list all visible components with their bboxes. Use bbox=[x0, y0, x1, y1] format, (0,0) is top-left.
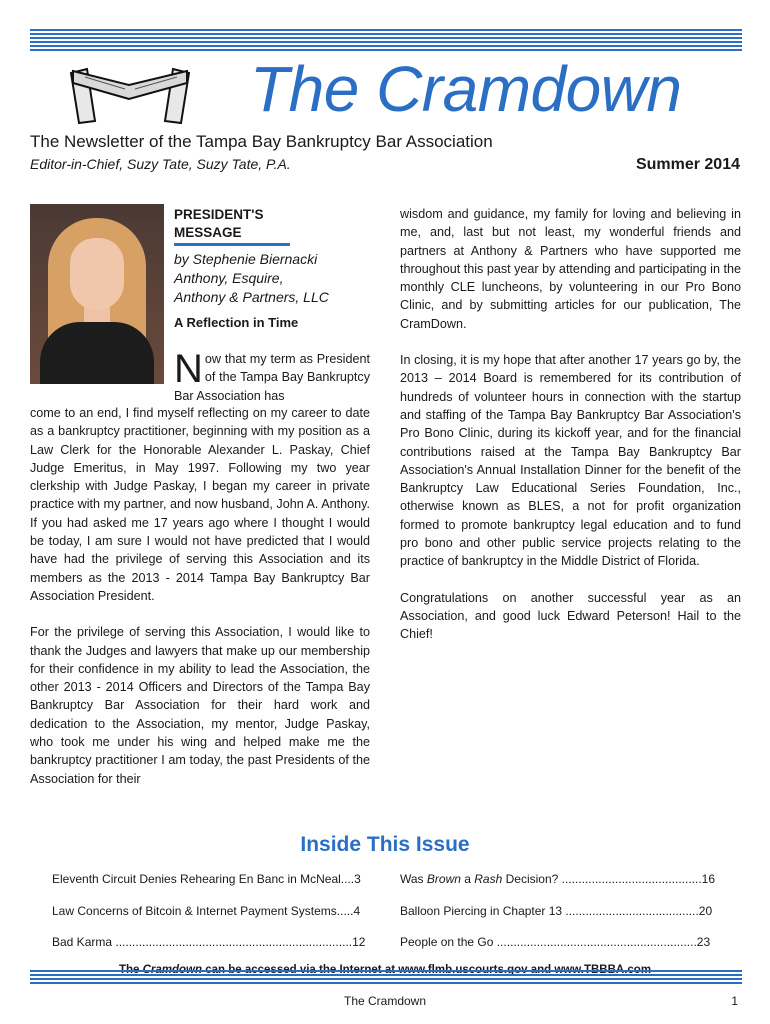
article-subheading: A Reflection in Time bbox=[174, 315, 299, 330]
article-intro: Now that my term as President of the Tampa Bay Bankruptcy Bar Association has bbox=[174, 347, 370, 403]
toc-item[interactable]: Was Brown a Rash Decision? ..........................................16 bbox=[400, 872, 716, 886]
article-paragraph: Congratulations on another successful year as an Association, and good luck Edward Peterson! Hail to the Chief! bbox=[400, 590, 741, 642]
toc-item[interactable]: Law Concerns of Bitcoin & Internet Payment Systems.....4 bbox=[52, 904, 361, 918]
newsletter-subtitle: The Newsletter of the Tampa Bay Bankruptcy Bar Association bbox=[30, 132, 493, 151]
article-paragraph: For the privilege of serving this Association, I would like to thank the Judges and lawyers that make up our membership for their confidence in my ability to lead the Association, the other 2013 - 2014 Officers and Directors of the Tampa Bay Bankruptcy Bar Association for their hard work and dedication to the Association, my mentor, Judge Paskay, who took me under his wing and helped make me the bankruptcy practitioner I am today, the past Presidents of the Association for their bbox=[30, 625, 370, 786]
article-byline: by Stephenie Biernacki Anthony, Esquire, Anthony & Partners, LLC bbox=[174, 251, 329, 305]
article-paragraph: wisdom and guidance, my family for loving and believing in me, and, last but not least, my wonderful friends and partners at Anthony & Partners who have supported me throughout this past year by attending and participating in the monthly CLE luncheons, by volunteering in our Pro Bono Clinic, and by submitting articles for our publication, The CramDown. bbox=[400, 207, 741, 331]
logo-icon bbox=[65, 65, 195, 125]
toc-item[interactable]: Balloon Piercing in Chapter 13 ........................................20 bbox=[400, 904, 713, 918]
drop-cap: N bbox=[174, 347, 203, 391]
article-column-left bbox=[30, 404, 370, 806]
footer-name: The Cramdown bbox=[343, 994, 427, 1008]
heading-rule bbox=[174, 243, 290, 246]
toc-item[interactable]: People on the Go ............................................................23 bbox=[400, 935, 711, 949]
president-photo bbox=[30, 204, 164, 384]
toc-item[interactable]: Eleventh Circuit Denies Rehearing En Banc in McNeal....3 bbox=[52, 872, 361, 886]
editor-line: Editor-in-Chief, Suzy Tate, Suzy Tate, P.A. bbox=[30, 156, 291, 172]
newsletter-title: The Cramdown bbox=[250, 53, 682, 125]
article-paragraph: come to an end, I find myself reflecting on my career to date as a bankruptcy practitioner, beginning with my position as a Law Clerk for the Honorable Alexander L. Paskay, Chief Judge Emeritus, in May 1997. Following my two year clerkship with Judge Paskay, I began my career in private practice with my partner, and now husband, John A. Anthony. If you had asked me 17 years ago where I thought I would be today, I am sure I would not have predicted that I would have had the privilege of serving this Association and its members as the 2013 - 2014 Tampa Bay Bankruptcy Bar Association President. bbox=[30, 406, 371, 603]
footer-stripes bbox=[30, 970, 742, 986]
article-heading: PRESIDENT'S MESSAGE bbox=[174, 207, 264, 240]
article-column-right bbox=[400, 205, 741, 662]
toc-item[interactable]: Bad Karma .......................................................................12 bbox=[52, 935, 366, 949]
inside-issue-title: Inside This Issue bbox=[300, 833, 470, 856]
header-stripes bbox=[30, 29, 742, 53]
issue-date: Summer 2014 bbox=[635, 156, 740, 173]
page-number: 1 bbox=[731, 994, 738, 1008]
article-paragraph: In closing, it is my hope that after another 17 years go by, the 2013 – 2014 Board is remembered for its contribution of hundreds of volunteer hours in connection with the startup and staffing of the Tampa Bay Bankruptcy Bar Association's Pro Bono Clinic, during its kickoff year, and for the financial contributions raised at the Tampa Bay Bankruptcy Bar Association's Annual Installation Dinner for the benefit of the Bankruptcy Law Educational Series Foundation, Inc., otherwise known as BLES, a not for profit organization formed to promote bankruptcy legal education and to fund pro bono and other public service projects relating to the practice of bankruptcy in the Middle District of Florida. bbox=[400, 353, 741, 569]
